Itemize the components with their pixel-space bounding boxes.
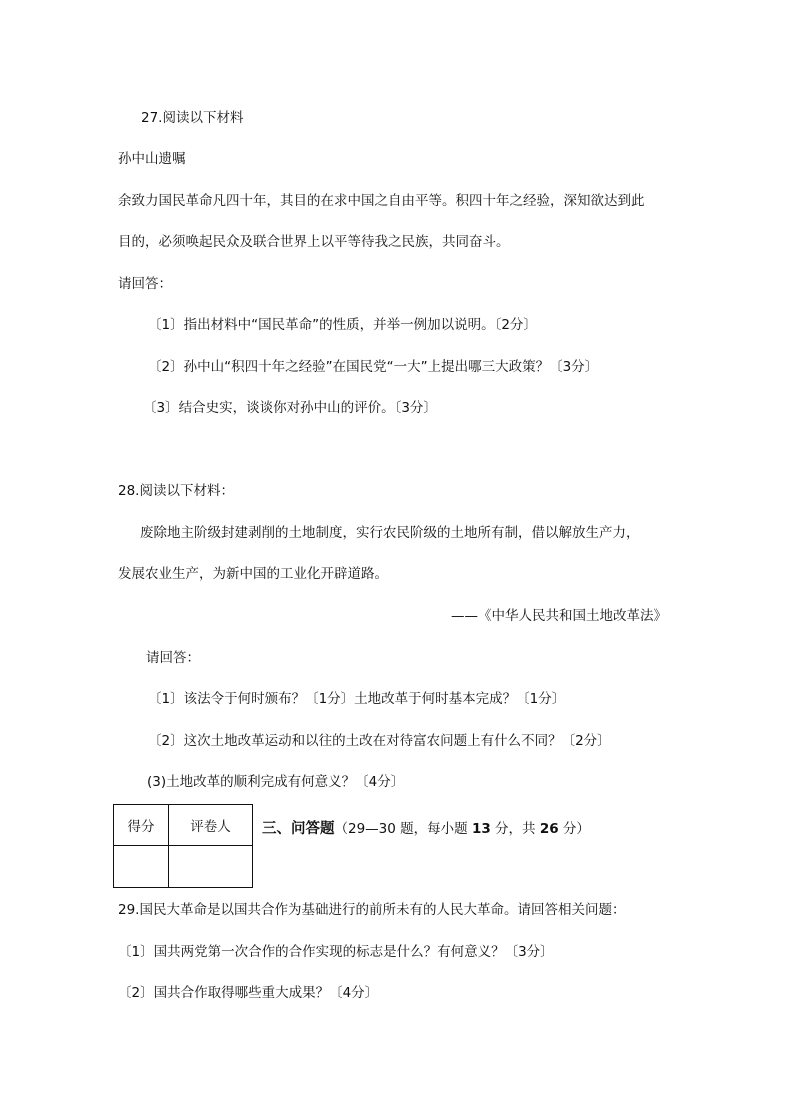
q27-sub1: 〔1〕指出材料中“国民革命”的性质，并举一例加以说明。〔2分〕 [148,317,537,333]
q27-material-line2: 目的，必须唤起民众及联合世界上以平等待我之民族，共同奋斗。 [118,234,510,250]
section3-heading: 三、问答题 [262,821,335,837]
section3-note-open: （29—30 题，每小题 [334,821,472,837]
q27-sub3: 〔3〕结合史实，谈谈你对孙中山的评价。〔3分〕 [143,400,437,416]
q27-title: 27.阅读以下材料 [141,110,244,126]
section3-heading-line [262,819,590,839]
q29-sub1: 〔1〕国共两党第一次合作的合作实现的标志是什么？有何意义？〔3分〕 [118,944,554,960]
q28-sub2: 〔2〕这次土地改革运动和以往的土改在对待富农问题上有什么不同？〔2分〕 [148,733,611,749]
q28-material-line1: 废除地主阶级封建剥削的土地制度，实行农民阶级的土地所有制，借以解放生产力， [140,525,640,541]
score-cell [114,846,169,888]
q27-sub2: 〔2〕孙中山“积四十年之经验”在国民党“一大”上提出哪三大政策？〔3分〕 [148,359,599,375]
q28-source: ——《中华人民共和国土地改革法》 [451,608,667,624]
score-table [113,804,253,888]
q27-prompt: 请回答： [118,276,172,292]
section3-note-points: 13 [471,821,491,837]
q27-subtitle: 孙中山遗嘱 [118,151,186,167]
q29-title: 29.国民大革命是以国共合作为基础进行的前所未有的人民大革命。请回答相关问题： [118,902,626,918]
grader-header: 评卷人 [169,805,253,846]
section3-note-total: 26 [539,821,559,837]
q28-title: 28.阅读以下材料： [118,483,234,499]
grader-cell [169,846,253,888]
q28-sub3: (3)土地改革的顺利完成有何意义？〔4分〕 [147,774,405,790]
q28-sub1: 〔1〕该法令于何时颁布？〔1分〕土地改革于何时基本完成？〔1分〕 [148,691,566,707]
section3-note [335,821,590,837]
q27-material-line1: 余致力国民革命凡四十年，其目的在求中国之自由平等。积四十年之经验，深知欲达到此 [118,193,645,209]
q28-prompt: 请回答： [146,650,200,666]
score-header: 得分 [114,805,169,846]
section3-note-mid: 分，共 [490,821,540,837]
section3-note-close: 分） [558,821,590,837]
q29-sub2: 〔2〕国共合作取得哪些重大成果？〔4分〕 [118,985,379,1001]
q28-material-line2: 发展农业生产，为新中国的工业化开辟道路。 [118,566,388,582]
